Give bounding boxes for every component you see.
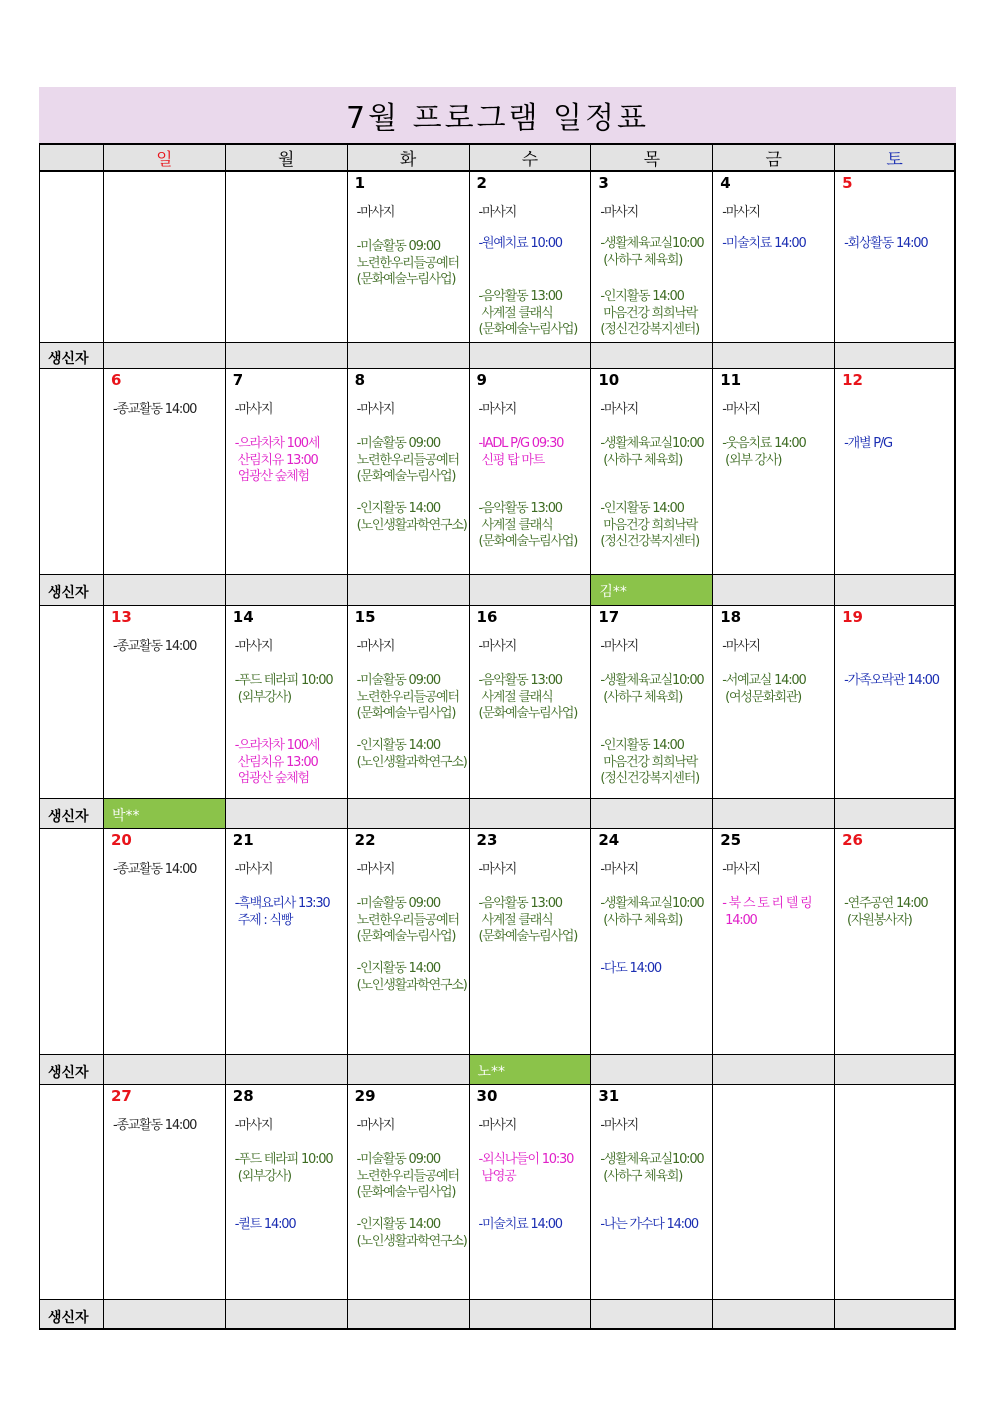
birthday-cell — [104, 343, 226, 369]
day-number: 7 — [232, 371, 244, 389]
birthday-cell — [713, 575, 835, 606]
week-label-cell — [40, 1085, 104, 1300]
weekday-tuesday: 화 — [348, 145, 470, 172]
birthday-label: 생신자 — [48, 585, 89, 601]
event-item: -인지활동 14:00 마음건강 희희낙락 (정신건강복지센터) — [600, 501, 699, 549]
event-item: -회상활동 14:00 — [844, 236, 928, 251]
event-item: -마사지 — [356, 639, 395, 654]
event-item: -생활체육교실10:00 (사하구 체육회) — [600, 896, 704, 928]
birthday-row — [40, 575, 956, 606]
birthday-label: 생신자 — [48, 1309, 89, 1326]
birthday-label: 생신자 — [48, 808, 89, 825]
birthday-cell — [713, 799, 835, 829]
event-item: -인지활동 14:00 (노인생활과학연구소) — [356, 501, 467, 533]
event-item: -흑백요리사 13:30 주제 : 식빵 — [234, 896, 330, 928]
birthday-cell — [470, 343, 592, 369]
day-number: 11 — [720, 371, 742, 389]
event-item: -마사지 — [722, 205, 760, 220]
birthday-cell — [226, 1055, 348, 1085]
birthday-cell — [226, 799, 348, 829]
day-cell-mon — [226, 369, 348, 575]
birthday-cell — [835, 799, 956, 829]
event-item: -미술활동 09:00 노련한우리들공예터 (문화예술누림사업) — [356, 436, 459, 484]
birthday-row — [40, 343, 956, 369]
weekday-thursday: 목 — [591, 145, 713, 172]
day-number: 24 — [598, 831, 620, 849]
day-cell-sun — [104, 1085, 226, 1300]
event-item: -생활체육교실10:00 (사하구 체육회) — [600, 236, 704, 268]
day-cell-thu — [591, 829, 713, 1055]
event-item: -마사지 — [234, 402, 273, 417]
week-row — [40, 606, 956, 799]
event-item: -마사지 — [722, 639, 760, 654]
day-number: 16 — [476, 608, 498, 626]
birthday-row — [40, 799, 956, 829]
event-item: -마사지 — [234, 639, 273, 654]
birthday-label-cell — [40, 1300, 104, 1330]
day-cell-fri — [713, 606, 835, 799]
day-cell-mon — [226, 606, 348, 799]
week-row — [40, 369, 956, 575]
day-number: 4 — [720, 174, 731, 192]
day-cell-tue — [348, 172, 470, 343]
event-item: -생활체육교실10:00 (사하구 체육회) — [600, 436, 704, 468]
event-item: -종교활동 14:00 — [112, 1118, 197, 1133]
event-item: -인지활동 14:00 (노인생활과학연구소) — [356, 738, 467, 770]
event-item: -음악활동 13:00 사계절 클래식 (문화예술누림사업) — [478, 896, 578, 944]
event-item: -으라차차 100세 산림치유 13:00 엄광산 숲체험 — [234, 436, 320, 484]
event-item: -으라차차 100세 산림치유 13:00 엄광산 숲체험 — [234, 738, 320, 786]
event-item: -원예치료 10:00 — [478, 236, 562, 251]
weekday-header-row — [40, 145, 956, 172]
day-cell-wed — [470, 1085, 592, 1300]
event-item: -종교활동 14:00 — [112, 862, 197, 877]
day-number: 14 — [232, 608, 254, 626]
week-label-cell — [40, 606, 104, 799]
event-item: -미술치료 14:00 — [478, 1217, 562, 1232]
event-item: -종교활동 14:00 — [112, 402, 197, 417]
birthday-name: 김** — [591, 575, 712, 605]
day-number: 31 — [598, 1087, 620, 1105]
birthday-cell — [104, 1300, 226, 1330]
birthday-cell — [591, 1300, 713, 1330]
event-item: -마사지 — [356, 205, 395, 220]
day-number: 18 — [720, 608, 742, 626]
event-item: -마사지 — [722, 402, 760, 417]
event-item: -마사지 — [478, 402, 517, 417]
event-item: -푸드 테라피 10:00 (외부강사) — [234, 1152, 333, 1184]
day-number: 19 — [842, 608, 863, 626]
birthday-cell — [104, 799, 226, 829]
day-cell-sat — [835, 172, 956, 343]
day-cell-tue — [348, 369, 470, 575]
day-cell-fri — [713, 1085, 835, 1300]
day-cell-thu — [591, 606, 713, 799]
birthday-cell — [713, 1055, 835, 1085]
day-cell-fri — [713, 172, 835, 343]
week-row — [40, 172, 956, 343]
birthday-row — [40, 1300, 956, 1330]
day-cell-tue — [348, 606, 470, 799]
day-number: 12 — [842, 371, 863, 389]
day-cell-wed — [470, 369, 592, 575]
event-item: -마사지 — [478, 205, 517, 220]
birthday-cell — [835, 1055, 956, 1085]
birthday-cell — [713, 1300, 835, 1330]
birthday-label-cell — [40, 1055, 104, 1085]
birthday-name: 박** — [104, 799, 225, 828]
event-item: - 북 스 토 리 텔 링 14:00 — [722, 896, 812, 928]
day-cell-mon — [226, 829, 348, 1055]
weekday-saturday: 토 — [835, 145, 956, 172]
day-number: 10 — [598, 371, 620, 389]
birthday-cell — [470, 1300, 592, 1330]
event-item: -IADL P/G 09:30 신평 탑 마트 — [478, 436, 564, 468]
event-item: -마사지 — [356, 1118, 395, 1133]
day-number: 15 — [354, 608, 376, 626]
header-corner — [40, 145, 104, 172]
birthday-cell — [591, 799, 713, 829]
day-number: 30 — [476, 1087, 498, 1105]
birthday-cell — [226, 575, 348, 606]
event-item: -생활체육교실10:00 (사하구 체육회) — [600, 673, 704, 705]
day-number: 5 — [842, 174, 853, 192]
weekday-sunday: 일 — [104, 145, 226, 172]
calendar-table — [39, 143, 956, 1330]
birthday-cell — [591, 575, 713, 606]
birthday-cell — [104, 575, 226, 606]
event-item: -마사지 — [722, 862, 760, 877]
day-cell-mon — [226, 1085, 348, 1300]
event-item: -개별 P/G — [844, 436, 892, 451]
day-number: 8 — [354, 371, 366, 389]
event-item: -마사지 — [600, 862, 638, 877]
birthday-label: 생신자 — [48, 1064, 89, 1081]
day-cell-tue — [348, 1085, 470, 1300]
day-cell-thu — [591, 369, 713, 575]
event-item: -마사지 — [600, 639, 638, 654]
day-number: 2 — [476, 174, 487, 192]
day-cell-sun — [104, 606, 226, 799]
day-number: 17 — [598, 608, 620, 626]
event-item: -인지활동 14:00 마음건강 희희낙락 (정신건강복지센터) — [600, 289, 699, 337]
birthday-cell — [835, 1300, 956, 1330]
day-number: 13 — [110, 608, 132, 626]
birthday-row — [40, 1055, 956, 1085]
event-item: -연주공연 14:00 (자원봉사자) — [844, 896, 928, 928]
event-item: -음악활동 13:00 사계절 클래식 (문화예술누림사업) — [478, 289, 578, 337]
day-cell-sat — [835, 1085, 956, 1300]
day-number: 6 — [110, 371, 122, 389]
day-number: 9 — [476, 371, 487, 389]
event-item: -웃음치료 14:00 (외부 강사) — [722, 436, 806, 468]
day-cell-thu — [591, 1085, 713, 1300]
birthday-label: 생신자 — [48, 350, 89, 367]
birthday-cell — [591, 1055, 713, 1085]
day-cell-fri — [713, 829, 835, 1055]
event-item: -마사지 — [356, 402, 395, 417]
weekday-wednesday: 수 — [470, 145, 592, 172]
day-number: 26 — [842, 831, 863, 849]
day-number: 22 — [354, 831, 376, 849]
birthday-cell — [713, 343, 835, 369]
event-item: -마사지 — [234, 862, 273, 877]
event-item: -다도 14:00 — [600, 961, 661, 976]
day-cell-wed — [470, 829, 592, 1055]
event-item: -음악활동 13:00 사계절 클래식 (문화예술누림사업) — [478, 501, 578, 549]
event-item: -퀼트 14:00 — [234, 1217, 296, 1232]
event-item: -인지활동 14:00 (노인생활과학연구소) — [356, 961, 467, 993]
birthday-cell — [348, 343, 470, 369]
day-cell-sat — [835, 369, 956, 575]
birthday-cell — [348, 1300, 470, 1330]
event-item: -미술치료 14:00 — [722, 236, 806, 251]
day-cell-sat — [835, 606, 956, 799]
birthday-label-cell — [40, 799, 104, 829]
day-cell-sun — [104, 172, 226, 343]
day-cell-sat — [835, 829, 956, 1055]
event-item: -마사지 — [478, 639, 517, 654]
event-item: -마사지 — [600, 205, 638, 220]
week-label-cell — [40, 172, 104, 343]
day-number: 1 — [354, 174, 366, 192]
weekday-friday: 금 — [713, 145, 835, 172]
week-row — [40, 829, 956, 1055]
event-item: -마사지 — [234, 1118, 273, 1133]
event-item: -미술활동 09:00 노련한우리들공예터 (문화예술누림사업) — [356, 239, 459, 287]
event-item: -서예교실 14:00 (여성문화회관) — [722, 673, 806, 705]
birthday-cell — [591, 343, 713, 369]
event-item: -인지활동 14:00 (노인생활과학연구소) — [356, 1217, 467, 1249]
event-item: -미술활동 09:00 노련한우리들공예터 (문화예술누림사업) — [356, 673, 459, 721]
event-item: -생활체육교실10:00 (사하구 체육회) — [600, 1152, 704, 1184]
day-cell-tue — [348, 829, 470, 1055]
event-item: -마사지 — [478, 1118, 517, 1133]
day-number: 23 — [476, 831, 498, 849]
event-item: -종교활동 14:00 — [112, 639, 197, 654]
week-row — [40, 1085, 956, 1300]
event-item: -마사지 — [356, 862, 395, 877]
birthday-cell — [348, 1055, 470, 1085]
weekday-monday: 월 — [226, 145, 348, 172]
day-cell-mon — [226, 172, 348, 343]
birthday-cell — [470, 799, 592, 829]
birthday-cell — [835, 575, 956, 606]
week-label-cell — [40, 829, 104, 1055]
birthday-cell — [226, 343, 348, 369]
day-cell-sun — [104, 369, 226, 575]
event-item: -마사지 — [600, 1118, 638, 1133]
day-number: 25 — [720, 831, 742, 849]
page-title: 7월 프로그램 일정표 — [39, 87, 956, 143]
event-item: -인지활동 14:00 마음건강 희희낙락 (정신건강복지센터) — [600, 738, 699, 786]
week-label-cell — [40, 369, 104, 575]
day-number: 29 — [354, 1087, 376, 1105]
day-number: 3 — [598, 174, 609, 192]
day-cell-sun — [104, 829, 226, 1055]
event-item: -미술활동 09:00 노련한우리들공예터 (문화예술누림사업) — [356, 1152, 459, 1200]
event-item: -미술활동 09:00 노련한우리들공예터 (문화예술누림사업) — [356, 896, 459, 944]
day-cell-wed — [470, 172, 592, 343]
event-item: -음악활동 13:00 사계절 클래식 (문화예술누림사업) — [478, 673, 578, 721]
day-number: 20 — [110, 831, 132, 849]
birthday-cell — [226, 1300, 348, 1330]
birthday-cell — [348, 575, 470, 606]
birthday-cell — [470, 1055, 592, 1085]
event-item: -나는 가수다 14:00 — [600, 1217, 698, 1232]
day-cell-thu — [591, 172, 713, 343]
birthday-cell — [348, 799, 470, 829]
day-number: 27 — [110, 1087, 132, 1105]
birthday-cell — [470, 575, 592, 606]
day-number: 21 — [232, 831, 254, 849]
birthday-cell — [835, 343, 956, 369]
birthday-name: 노** — [470, 1055, 591, 1084]
event-item: -가족오락관 14:00 — [844, 673, 939, 688]
birthday-label-cell — [40, 343, 104, 369]
day-cell-wed — [470, 606, 592, 799]
day-cell-fri — [713, 369, 835, 575]
day-number: 28 — [232, 1087, 254, 1105]
event-item: -푸드 테라피 10:00 (외부강사) — [234, 673, 333, 705]
birthday-label-cell — [40, 575, 104, 606]
birthday-cell — [104, 1055, 226, 1085]
event-item: -마사지 — [600, 402, 638, 417]
event-item: -외식나들이 10:30 남영공 — [478, 1152, 574, 1184]
event-item: -마사지 — [478, 862, 517, 877]
